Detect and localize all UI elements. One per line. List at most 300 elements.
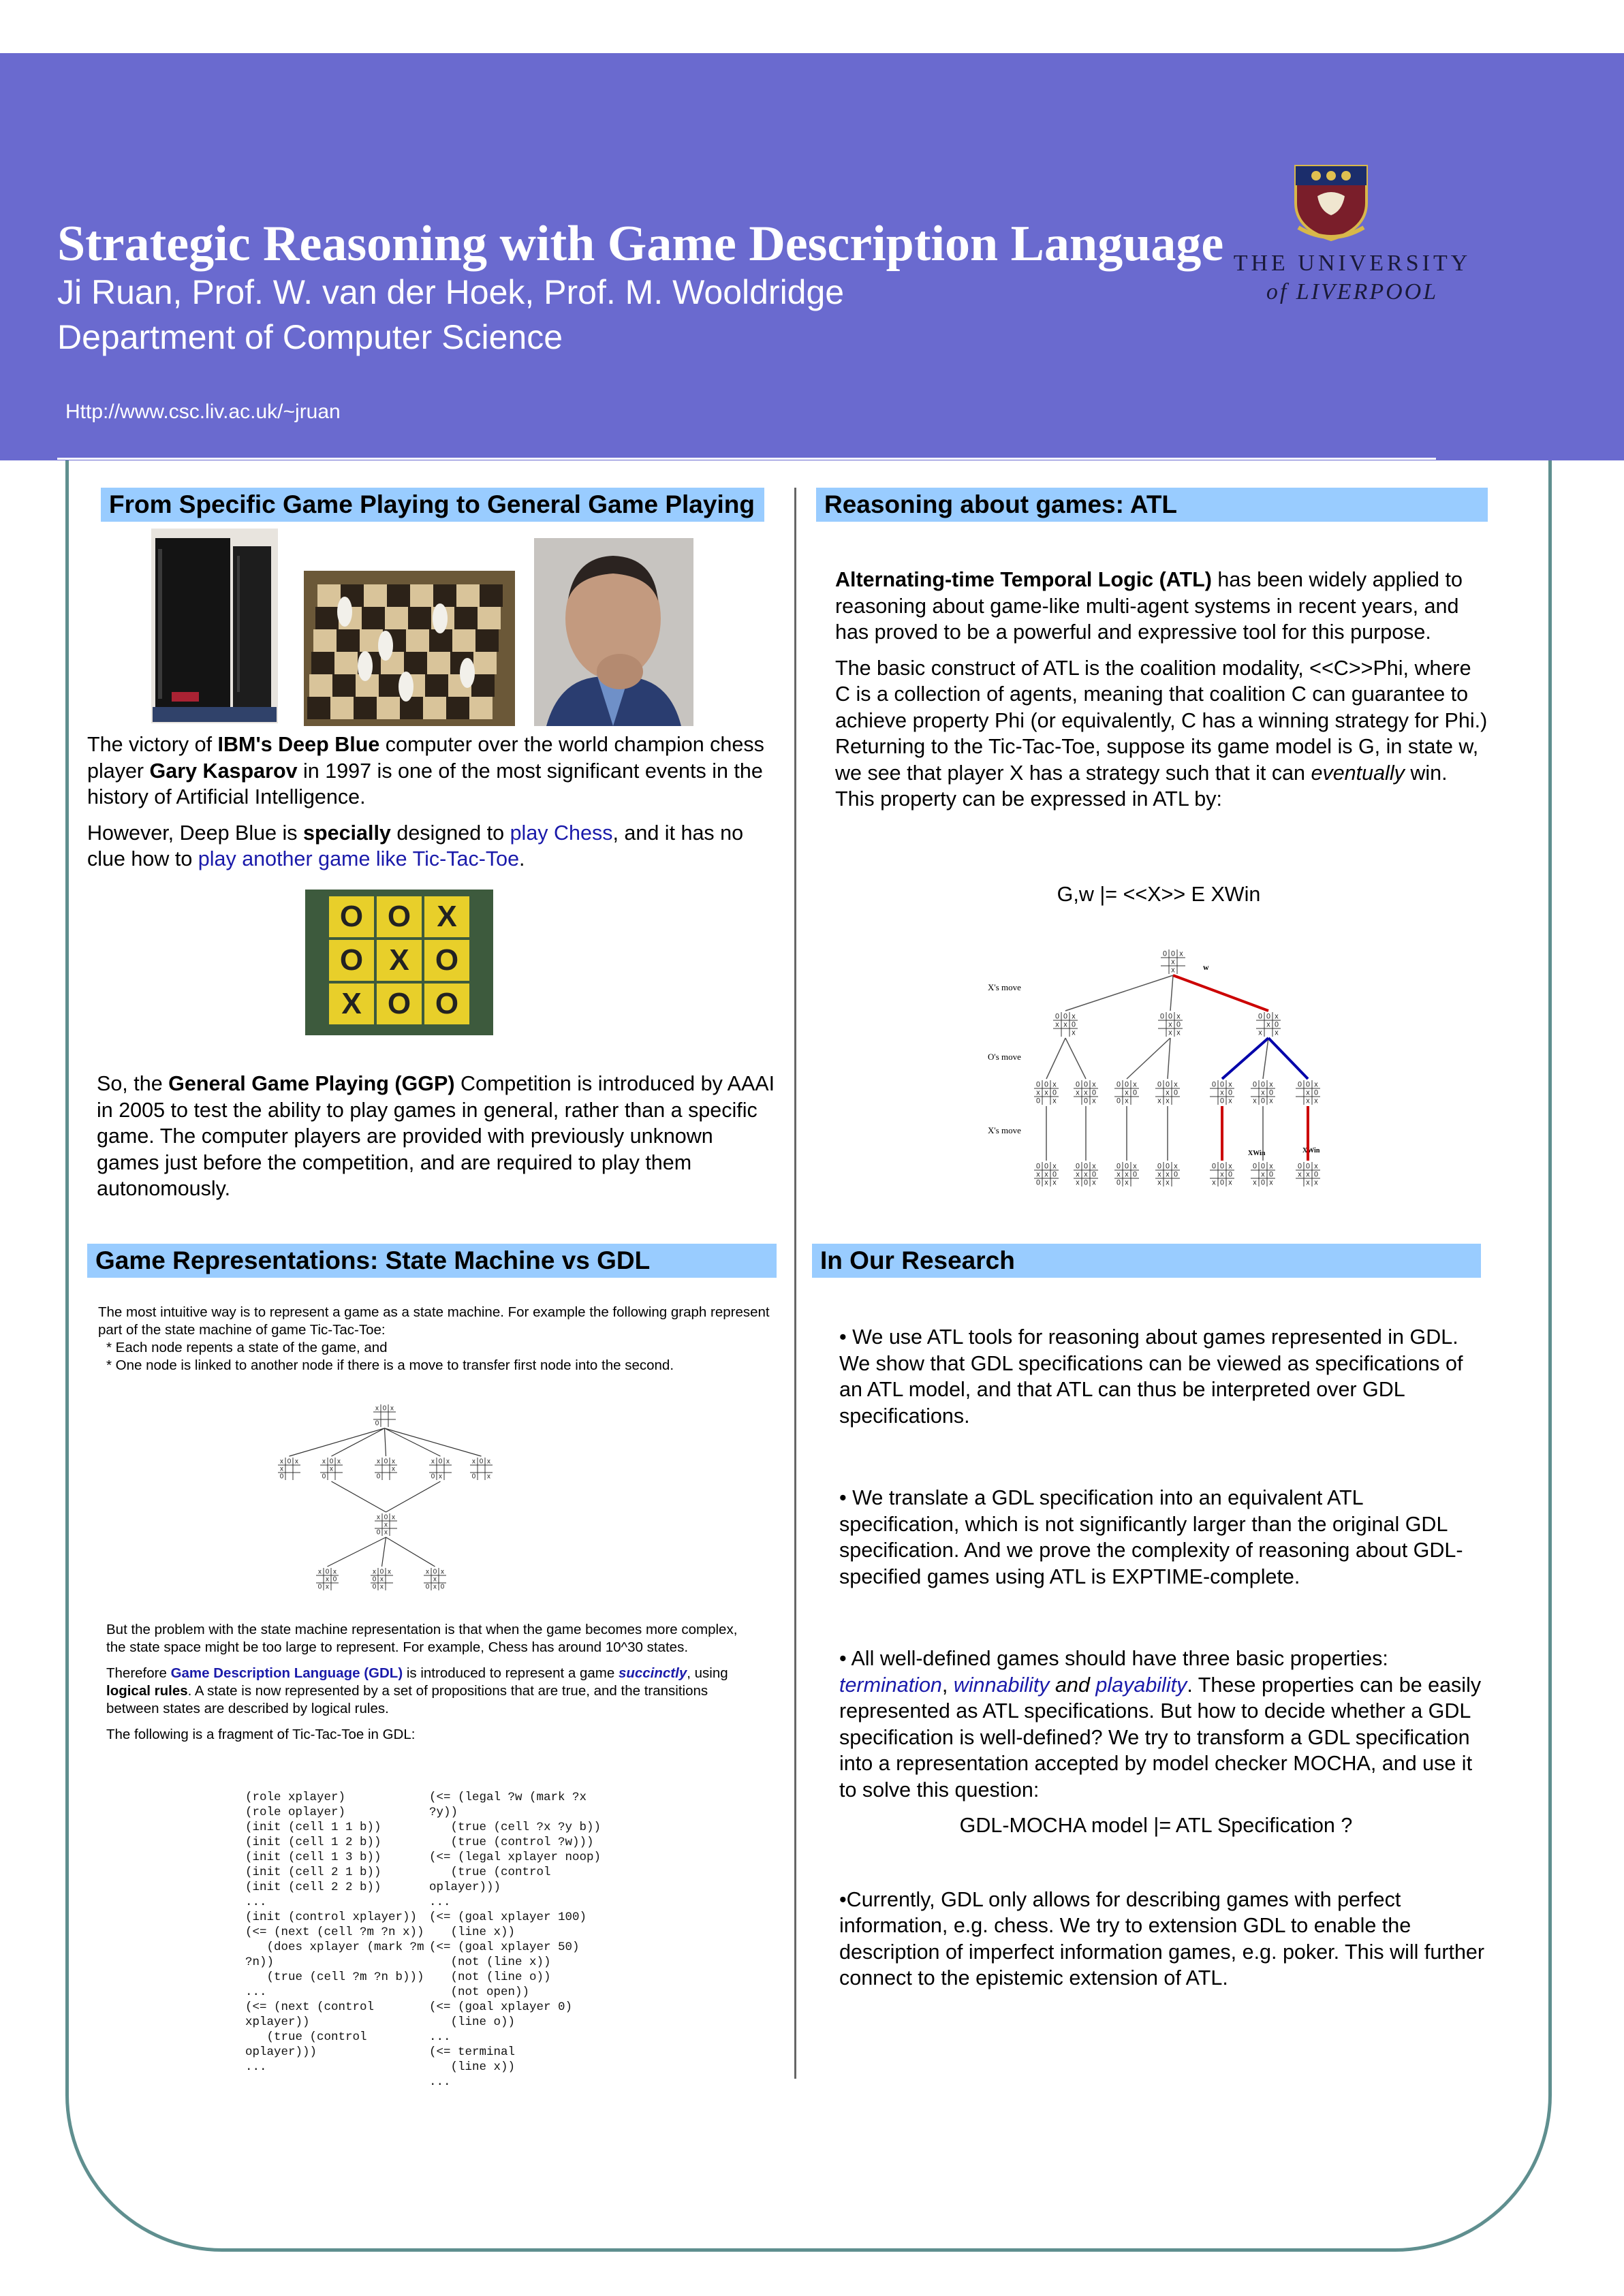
board-mark: 0 [1075,1162,1080,1171]
board-mark: x [1092,1080,1096,1089]
board-mark: 0 [431,1473,435,1481]
board-mark: 0 [317,1583,322,1591]
board-mark: x [1072,1012,1076,1021]
board-mark: 0 [1116,1178,1121,1187]
board-mark: x [1253,1178,1257,1187]
board-mark: 0 [1083,1097,1089,1105]
board-mark: x [380,1575,384,1584]
board-mark: x [326,1575,329,1584]
board-mark: x [1168,1028,1172,1037]
research-bullet-1: • We use ATL tools for reasoning about games represented in GDL. We show that GDL specifications can be viewed as specifications of an ATL model, and that ATL can thus be interpreted over GDL specifications. [839,1325,1463,1428]
gdl-text: Therefore Game Description Language (GDL) is introduced to represent a game succinctly, using logical rules. A state is now represented by a set of propositions that are true, and the transitions between states are described by logical rules. [106,1665,728,1716]
sm-edge [385,1428,386,1456]
board-mark: 0 [425,1583,430,1591]
board-mark: 0 [1132,1170,1138,1179]
board-mark: x [1176,1012,1181,1021]
poster-title: Strategic Reasoning with Game Description Language [57,216,1224,272]
board-mark: 0 [1305,1162,1311,1171]
state-machine-diagram [272,1398,518,1602]
chess-square [410,584,433,607]
chess-piece [378,631,393,661]
ttt-tile: O [377,984,422,1024]
board-mark: 0 [1219,1178,1225,1187]
board-mark: x [392,1513,395,1522]
board-mark: x [1036,1170,1040,1179]
atl-formula: G,w |= <<X>> E XWin [1057,883,1261,906]
chess-square [385,607,408,629]
board-mark: 0 [1116,1080,1121,1089]
board-mark: 0 [1313,1088,1319,1097]
sm-edge [386,1481,441,1512]
chess-square [362,607,385,629]
board-mark: x [1133,1080,1137,1089]
chess-square [446,697,469,719]
board-mark: 0 [287,1458,292,1466]
university-crest-icon [1289,162,1373,241]
board-mark: 0 [1170,949,1176,958]
board-mark: x [441,1568,444,1576]
board-mark: 0 [1252,1162,1258,1171]
chess-piece [460,658,475,688]
board-mark: 0 [1052,1088,1057,1097]
tree-edge [1268,1038,1308,1079]
board-mark: x [1228,1097,1232,1105]
board-mark: 0 [1211,1162,1217,1171]
mini-board [278,1458,300,1481]
board-mark: x [1166,1170,1170,1179]
gdl-intro [106,1621,753,1752]
mini-board [371,1568,393,1591]
board-mark: x [1275,1028,1279,1037]
chess-piece [337,597,352,627]
mini-board [375,1513,397,1537]
board-mark: x [1314,1178,1318,1187]
board-mark: 0 [1297,1162,1302,1171]
board-mark: x [1269,1178,1273,1187]
board-mark: x [439,1473,442,1481]
chess-square [332,674,356,697]
bullet-link: * One node is linked to another node if there is a move to transfer first node into the second. [106,1357,674,1373]
board-mark: x [1166,1088,1170,1097]
board-mark: 0 [1055,1012,1060,1021]
chess-square [406,629,429,652]
board-mark: x [1258,1028,1262,1037]
sm-edge [382,1537,386,1567]
board-mark: x [1171,966,1175,975]
chess-square [364,584,387,607]
mocha-formula: GDL-MOCHA model |= ATL Specification ? [959,1814,1353,1837]
board-mark: x [380,1583,384,1591]
board-mark: x [1063,1020,1067,1029]
board-mark: x [1269,1162,1273,1171]
atl-text: Alternating-time Temporal Logic (ATL) has been widely applied to reasoning about game-like multi-agent systems in recent years, and has proved to be a powerful and expressive tool for this purpose. The basic construct of ATL is the coalition modality, <<C>>Phi, where C is a collection of agents, meaning that coalition C can guarantee to achieve property Phi (or equivalently, C has a winning strategy for Phi.) Returning to the Tic-Tac-Toe, suppose its game model is G, in state w, we see that player X has a strategy such that it can eventually win. This property can be expressed in ATL by: [835,568,1488,811]
authors: Ji Ruan, Prof. W. van der Hoek, Prof. M. Wooldridge [57,273,845,311]
ttt-tile: O [329,940,374,981]
board-mark: 0 [1075,1080,1080,1089]
chess-square [456,584,480,607]
chess-square [354,697,377,719]
chess-square [387,584,410,607]
mini-board [429,1458,452,1481]
board-mark: 0 [1035,1080,1041,1089]
board-mark: 0 [1268,1170,1274,1179]
university-line2: of LIVERPOOL [1266,279,1439,304]
board-mark: 0 [1165,1162,1170,1171]
board-mark: 0 [379,1568,384,1576]
ttt-tile: O [424,984,469,1024]
board-mark: x [1261,1088,1265,1097]
board-mark: x [487,1473,490,1481]
board-mark: 0 [382,1404,387,1413]
board-mark: x [1212,1178,1216,1187]
board-mark: 0 [1035,1097,1041,1105]
mini-board [1251,1162,1275,1186]
board-mark: x [1157,1097,1161,1105]
board-mark: x [1314,1080,1318,1089]
tree-edge [1170,975,1173,1011]
board-mark: 0 [1260,1162,1266,1171]
board-mark: x [388,1568,391,1576]
tree-edge [1263,1038,1268,1079]
board-mark: 0 [329,1458,334,1466]
board-mark: x [322,1458,326,1466]
board-mark: x [1052,1080,1057,1089]
chess-square [423,697,446,719]
board-mark: x [1044,1178,1048,1187]
tree-edge [1127,1038,1170,1079]
board-mark: x [1044,1170,1048,1179]
board-mark: x [1269,1097,1273,1105]
board-mark: 0 [1124,1080,1129,1089]
mini-board [1296,1080,1320,1105]
research-bullet-2: • We translate a GDL specification into an equivalent ATL specification, which is not significantly larger than the original GDL specification. And we prove the complexity of reasoning about GDL-specified games using ATL is EXPTIME-complete. [839,1486,1463,1588]
x-move-label-2: X's move [988,1125,1021,1135]
state-machine-intro [98,1304,772,1374]
mini-board [1155,1162,1180,1186]
ttt-tile: O [377,896,422,937]
gdl-code-right: (<= (legal ?w (mark ?x ?y)) (true (cell ?x ?y b)) (true (control ?w))) (<= (legal xplayer noop) (true (control oplayer))) ... (<= (goal xplayer 100) (line x)) (<= (goal xplayer 50) (not (line x)) (not (line o)) (not open)) (<= (goal xplayer 0) (line o)) ... (<= terminal (line x)) ... [429,1791,602,2089]
board-mark: x [1314,1097,1318,1105]
board-mark: x [326,1583,329,1591]
board-mark: 0 [1266,1012,1271,1021]
board-mark: x [1125,1097,1129,1105]
sm-edge [332,1428,385,1456]
chess-piece [358,651,373,681]
board-mark: x [433,1575,437,1584]
ttt-tile: X [329,984,374,1024]
board-mark: x [1314,1162,1318,1171]
mini-board [1114,1080,1139,1105]
chess-square [475,629,499,652]
tree-edge [1222,1038,1268,1079]
board-mark: x [1055,1020,1059,1029]
board-mark: 0 [372,1583,377,1591]
deep-blue-photo [151,529,278,723]
chess-square [334,652,358,674]
atl-game-tree-diagram [981,944,1349,1203]
board-mark: x [1269,1080,1273,1089]
board-mark: x [1052,1162,1057,1171]
chess-square [317,584,341,607]
mini-board [1074,1162,1098,1186]
board-mark: 0 [1274,1020,1279,1029]
board-mark: 0 [1157,1080,1162,1089]
board-mark: x [1168,1020,1172,1029]
mini-board [320,1458,343,1481]
board-mark: x [1157,1170,1161,1179]
homepage-url[interactable]: Http://www.csc.liv.ac.uk/~jruan [65,400,341,423]
board-mark: 0 [372,1575,377,1584]
mini-board [1034,1162,1059,1186]
mini-board [1256,1012,1281,1037]
board-mark: x [1084,1088,1088,1097]
mini-board [1053,1012,1078,1037]
board-mark: 0 [1258,1012,1263,1021]
board-mark: 0 [1035,1162,1041,1171]
board-mark: 0 [384,1458,388,1466]
tree-edge [1065,975,1173,1011]
chess-board-photo [304,571,515,726]
board-mark: x [392,1465,395,1473]
mini-board [470,1458,493,1481]
university-line1: THE UNIVERSITY [1233,251,1471,276]
board-mark: x [1266,1020,1270,1029]
board-mark: 0 [1305,1080,1311,1089]
tree-edge [1046,1038,1065,1079]
header-rule [57,458,1436,460]
board-mark: x [1076,1170,1080,1179]
chess-square [404,652,427,674]
research-bullet-4: •Currently, GDL only allows for describing games with perfect information, e.g. chess. We try to extension GDL to enable the description of imperfect information games, e.g. poker. This will further connect to the epistemic extension of ATL. [839,1887,1485,1990]
board-mark: x [1220,1088,1224,1097]
tree-edge [1173,975,1268,1011]
board-mark: x [373,1568,376,1576]
board-mark: x [472,1458,475,1466]
board-mark: x [1125,1088,1129,1097]
board-mark: x [333,1568,337,1576]
board-mark: x [1116,1170,1121,1179]
research-bullet-3: • All well-defined games should have three basic properties: termination, winnability and playability. These properties can be easily represented as ATL specifications. But how to decide whether a GDL specification is well-defined? We try to transform a GDL specification into a representation accepted by model checker MOCHA, and use it to solve this question: [839,1647,1482,1802]
board-mark: x [384,1528,388,1537]
board-mark: 0 [279,1473,284,1481]
board-mark: 0 [1260,1080,1266,1089]
fragment-label: The following is a fragment of Tic-Tac-Toe in GDL: [106,1727,416,1742]
board-mark: x [1125,1170,1129,1179]
board-mark: x [318,1568,322,1576]
chess-piece [399,672,413,702]
board-mark: 0 [1091,1170,1097,1179]
ttt-tile: X [377,940,422,981]
board-mark: 0 [1228,1088,1233,1097]
board-mark: x [384,1521,388,1529]
board-mark: 0 [1052,1170,1057,1179]
board-mark: x [377,1513,380,1522]
board-mark: 0 [1173,1088,1178,1097]
section-heading-representations: Game Representations: State Machine vs GDL [87,1244,777,1278]
ttt-tile: X [424,896,469,937]
board-mark: 0 [1157,1162,1162,1171]
board-mark: 0 [1173,1170,1178,1179]
board-mark: x [280,1458,283,1466]
section-heading-ggp: From Specific Game Playing to General Game Playing [101,488,764,522]
board-mark: 0 [1044,1162,1049,1171]
w-label: w [1203,962,1209,972]
board-mark: 0 [440,1583,445,1591]
board-mark: 0 [1063,1012,1068,1021]
board-mark: 0 [1035,1178,1041,1187]
board-mark: x [1157,1178,1161,1187]
board-mark: 0 [322,1473,326,1481]
column-divider [794,488,796,2079]
board-mark: 0 [1313,1170,1319,1179]
board-mark: 0 [1219,1162,1225,1171]
board-mark: x [1092,1178,1096,1187]
mini-board [1158,1012,1183,1037]
board-mark: x [1176,1028,1181,1037]
sm-edge [290,1428,385,1456]
board-mark: 0 [384,1513,388,1522]
board-mark: x [1072,1028,1076,1037]
mini-board [1210,1162,1234,1186]
bullet-node: * Each node repents a state of the game, and [106,1340,388,1355]
board-mark: x [1253,1097,1257,1105]
board-mark: x [487,1458,490,1466]
mini-board [1155,1080,1180,1105]
chess-square [480,584,503,607]
mini-board [1251,1080,1275,1105]
board-mark: 0 [1124,1162,1129,1171]
board-mark: x [1036,1088,1040,1097]
tic-tac-toe-photo [305,890,493,1035]
state-space-text: But the problem with the state machine representation is that when the game becomes more complex, the state space might be too large to represent. For example, Chess has around 10^30 states. [106,1622,738,1655]
board-mark: 0 [1083,1162,1089,1171]
board-mark: 0 [1260,1178,1266,1187]
tree-edge [1168,1038,1170,1079]
state-machine-intro-text: The most intuitive way is to represent a game as a state machine. For example the following graph represent part of the state machine of game Tic-Tac-Toe: [98,1304,770,1338]
chess-square [309,674,332,697]
chess-square [307,697,330,719]
board-mark: 0 [376,1528,381,1537]
board-mark: 0 [1211,1080,1217,1089]
board-mark: 0 [1091,1088,1097,1097]
board-mark: x [1052,1178,1057,1187]
mini-board [1161,949,1185,974]
board-mark: x [1076,1178,1080,1187]
chess-square [433,584,456,607]
board-mark: 0 [1252,1080,1258,1089]
board-mark: x [1076,1088,1080,1097]
board-mark: 0 [471,1473,476,1481]
board-mark: x [1166,1178,1170,1187]
board-mark: 0 [1083,1080,1089,1089]
board-mark: x [1261,1170,1265,1179]
sm-edge [332,1481,386,1512]
board-mark: 0 [1083,1178,1089,1187]
board-mark: x [431,1458,435,1466]
mini-board [373,1404,396,1428]
chess-piece [433,603,448,633]
board-mark: 0 [1297,1080,1302,1089]
board-mark: x [375,1404,379,1413]
chess-square [311,652,334,674]
sm-edge [386,1537,435,1567]
board-mark: x [1171,958,1175,966]
board-mark: x [1179,949,1183,958]
board-mark: 0 [332,1575,337,1584]
board-mark: x [1174,1162,1178,1171]
chess-square [473,652,497,674]
chess-square [469,697,493,719]
board-mark: x [1306,1088,1310,1097]
xwin-label-1: XWin [1248,1150,1266,1157]
board-mark: 0 [1162,949,1168,958]
research-text [839,1324,1486,2001]
board-mark: 0 [1219,1080,1225,1089]
x-move-label: X's move [988,982,1021,992]
ttt-tile: O [329,896,374,937]
chess-square [337,629,360,652]
board-mark: x [280,1465,283,1473]
xwin-label-2: XWin [1302,1147,1320,1154]
mini-board [375,1458,397,1481]
ggp-paragraph-1: The victory of IBM's Deep Blue computer over the world champion chess player Gary Kasparov in 1997 is one of the most significant events in the history of Artificial Intelligence. However, Deep Blue is specially designed to play Chess, and it has no clue how to play another game like Tic-Tac-Toe. [87,733,764,870]
kasparov-photo [534,538,693,726]
board-mark: x [1228,1178,1232,1187]
section-heading-atl: Reasoning about games: ATL [816,488,1488,522]
board-mark: 0 [325,1568,330,1576]
chess-square [452,629,475,652]
board-mark: 0 [1268,1088,1274,1097]
board-mark: 0 [1044,1080,1049,1089]
board-mark: x [1228,1162,1232,1171]
chess-square [313,629,337,652]
board-mark: x [295,1458,298,1466]
board-mark: x [1084,1170,1088,1179]
board-mark: x [1092,1097,1096,1105]
board-mark: x [1166,1097,1170,1105]
board-mark: x [390,1404,394,1413]
board-mark: 0 [1116,1162,1121,1171]
chess-square [315,607,339,629]
board-mark: x [1306,1097,1310,1105]
mini-board [1034,1080,1059,1105]
board-mark: 0 [1132,1088,1138,1097]
board-mark: 0 [1159,1012,1165,1021]
o-move-label: O's move [988,1052,1021,1062]
mini-board [424,1568,446,1591]
board-mark: 0 [438,1458,443,1466]
chess-square [408,607,431,629]
board-mark: x [1092,1162,1096,1171]
chess-square [425,674,448,697]
board-mark: x [1220,1170,1224,1179]
mini-board [316,1568,339,1591]
board-mark: x [392,1458,395,1466]
department: Department of Computer Science [57,318,563,356]
board-mark: 0 [376,1473,381,1481]
chess-square [379,674,402,697]
board-mark: x [377,1458,380,1466]
board-mark: x [1125,1178,1129,1187]
board-mark: 0 [479,1458,484,1466]
board-mark: x [426,1568,429,1576]
chess-square [330,697,354,719]
tree-edge [1065,1038,1086,1079]
chess-square [478,607,501,629]
chess-square [471,674,495,697]
chess-square [377,697,400,719]
board-mark: x [1228,1080,1232,1089]
